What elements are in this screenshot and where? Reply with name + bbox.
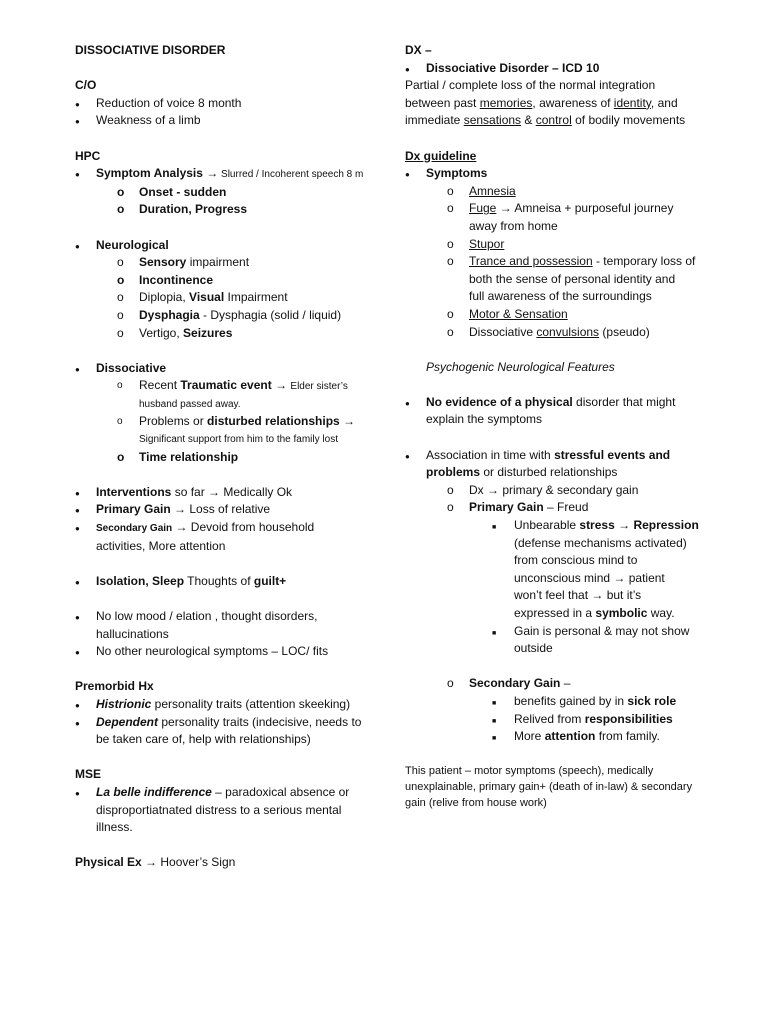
dx-heading: DX –	[405, 43, 432, 57]
bullet-icon	[75, 165, 80, 184]
circle-bullet-icon	[447, 482, 454, 500]
list-item: ● Secondary Gain → Devoid from household	[75, 519, 375, 538]
patient-note: unexplainable, primary gain+ (death of in-law) & secondary	[405, 781, 693, 794]
list-item-continuation: won’t feel that → but it’s	[514, 588, 642, 603]
circle-bullet-icon	[447, 499, 454, 517]
list-item: ● La belle indifference – paradoxical absence or	[75, 784, 375, 802]
list-item: ● No low mood / elation , thought disorders,	[75, 608, 375, 626]
list-item-continuation: illness.	[96, 820, 133, 835]
circle-bullet-icon	[447, 200, 454, 218]
guideline-heading: Dx guideline	[405, 148, 477, 163]
bullet-icon	[75, 608, 80, 627]
list-item-continuation: (defense mechanisms activated)	[514, 535, 687, 550]
physical-exam: Physical Ex → Hoover’s Sign	[75, 855, 236, 870]
circle-bullet-icon	[117, 307, 124, 325]
bullet-icon	[75, 360, 80, 379]
bullet-icon	[75, 484, 80, 503]
list-item: ● Histrionic personality traits (attention skeeking)	[75, 696, 375, 714]
circle-bullet-icon	[117, 377, 123, 395]
bullet-icon	[75, 112, 80, 131]
list-item-continuation: from conscious mind to	[514, 553, 638, 568]
psychogenic-note: Psychogenic Neurological Features	[426, 359, 615, 374]
square-bullet-icon	[492, 728, 496, 748]
list-item: o Fuge → Amneisa + purposeful journey	[405, 200, 705, 218]
list-item: o Dysphagia - Dysphagia (solid / liquid)	[75, 307, 375, 325]
bullet-icon	[405, 394, 410, 413]
bullet-icon	[75, 696, 80, 715]
circle-bullet-icon	[447, 306, 454, 324]
list-item-continuation: hallucinations	[96, 626, 169, 641]
circle-bullet-icon	[447, 236, 454, 254]
bullet-icon	[405, 165, 410, 184]
list-item: ■ Relived from responsibilities	[405, 711, 705, 729]
list-item: ● No other neurological symptoms – LOC/ fits	[75, 643, 375, 661]
patient-note: gain (relive from house work)	[405, 797, 547, 810]
list-item: ● Dissociative Disorder – ICD 10	[405, 60, 705, 78]
list-item: ● Neurological	[75, 237, 375, 255]
list-item-continuation: husband passed away.	[139, 398, 241, 410]
left-column	[75, 42, 375, 872]
list-item: ■ More attention from family.	[405, 728, 705, 746]
circle-bullet-icon	[117, 449, 124, 467]
circle-bullet-icon	[117, 289, 124, 307]
bullet-icon	[75, 501, 80, 520]
co-heading: C/O	[75, 78, 97, 93]
list-item: ● Association in time with stressful events and	[405, 447, 705, 465]
list-item-continuation: be taken care of, help with relationships)	[96, 732, 311, 747]
bullet-icon	[75, 519, 80, 538]
list-item: ● Weakness of a limb	[75, 112, 375, 130]
list-item: o Trance and possession - temporary loss of	[405, 253, 705, 271]
bullet-icon	[75, 95, 80, 114]
list-item: o Dissociative convulsions (pseudo)	[405, 324, 705, 342]
circle-bullet-icon	[117, 201, 124, 219]
circle-bullet-icon	[117, 413, 123, 431]
list-item-continuation: problems or disturbed relationships	[426, 465, 618, 480]
circle-bullet-icon	[447, 675, 454, 693]
definition-line: Partial / complete loss of the normal integration	[405, 78, 656, 93]
bullet-icon	[75, 643, 80, 662]
bullet-icon	[405, 60, 410, 79]
list-item: ● Interventions so far → Medically Ok	[75, 484, 375, 502]
circle-bullet-icon	[117, 184, 124, 202]
right-column	[405, 42, 705, 811]
list-item: ● Isolation, Sleep Thoughts of guilt+	[75, 573, 375, 591]
list-item: ● No evidence of a physical disorder that might	[405, 394, 705, 412]
list-item: ● Primary Gain → Loss of relative	[75, 501, 375, 519]
list-item: o Secondary Gain –	[405, 675, 705, 693]
list-item: o Problems or disturbed relationships →	[75, 413, 375, 431]
list-item-continuation: away from home	[469, 218, 558, 233]
list-item-continuation: unconscious mind → patient	[514, 570, 665, 585]
list-item: ● Dependent personality traits (indecisive, needs to	[75, 714, 375, 732]
definition-line: immediate sensations & control of bodily movements	[405, 113, 686, 128]
list-item: o Motor & Sensation	[405, 306, 705, 324]
list-item-continuation: explain the symptoms	[426, 412, 543, 427]
list-item: o Duration, Progress	[75, 201, 375, 219]
list-item-continuation: disproportiatnated distress to a serious mental	[96, 802, 342, 817]
patient-note: This patient – motor symptoms (speech), medically	[405, 765, 654, 778]
bullet-icon	[75, 714, 80, 733]
list-item: o Onset - sudden	[75, 184, 375, 202]
bullet-icon	[405, 447, 410, 466]
list-item: o Dx → primary & secondary gain	[405, 482, 705, 500]
list-item-continuation: activities, More attention	[96, 538, 226, 553]
definition-line: between past memories, awareness of identity, and	[405, 95, 678, 110]
bullet-icon	[75, 237, 80, 256]
list-item: o Incontinence	[75, 272, 375, 290]
list-item: ● Dissociative	[75, 360, 375, 378]
square-bullet-icon	[492, 517, 496, 537]
page-title: DISSOCIATIVE DISORDER	[75, 43, 226, 57]
list-item: ■ Gain is personal & may not show	[405, 623, 705, 641]
hpc-heading: HPC	[75, 148, 101, 163]
list-item: ■ benefits gained by in sick role	[405, 693, 705, 711]
bullet-icon	[75, 573, 80, 592]
circle-bullet-icon	[117, 254, 124, 272]
list-item: o Vertigo, Seizures	[75, 325, 375, 343]
list-item: o Recent Traumatic event → Elder sister’s	[75, 377, 375, 396]
list-item: ● Symptom Analysis → Slurred / Incoherent speech 8 m	[75, 165, 375, 184]
list-item: ● Reduction of voice 8 month	[75, 95, 375, 113]
list-item-continuation: expressed in a symbolic way.	[514, 606, 675, 620]
list-item: o Amnesia	[405, 183, 705, 201]
bullet-icon	[75, 784, 80, 803]
mse-heading: MSE	[75, 767, 102, 782]
list-item: o Primary Gain – Freud	[405, 499, 705, 517]
list-item: ● Symptoms	[405, 165, 705, 183]
circle-bullet-icon	[117, 325, 124, 343]
list-item: o Stupor	[405, 236, 705, 254]
list-item: o Sensory impairment	[75, 254, 375, 272]
circle-bullet-icon	[447, 183, 454, 201]
list-item-continuation: both the sense of personal identity and	[469, 271, 676, 286]
circle-bullet-icon	[447, 324, 454, 342]
list-item: ■ Unbearable stress → Repression	[405, 517, 705, 535]
list-item: o Diplopia, Visual Impairment	[75, 289, 375, 307]
circle-bullet-icon	[117, 272, 124, 290]
list-item-continuation: outside	[514, 641, 553, 656]
circle-bullet-icon	[447, 253, 454, 271]
list-item-continuation: Significant support from him to the family lost	[139, 434, 338, 446]
list-item-continuation: full awareness of the surroundings	[469, 289, 652, 304]
premorbid-heading: Premorbid Hx	[75, 679, 154, 694]
square-bullet-icon	[492, 623, 496, 643]
list-item: o Time relationship	[75, 449, 375, 467]
